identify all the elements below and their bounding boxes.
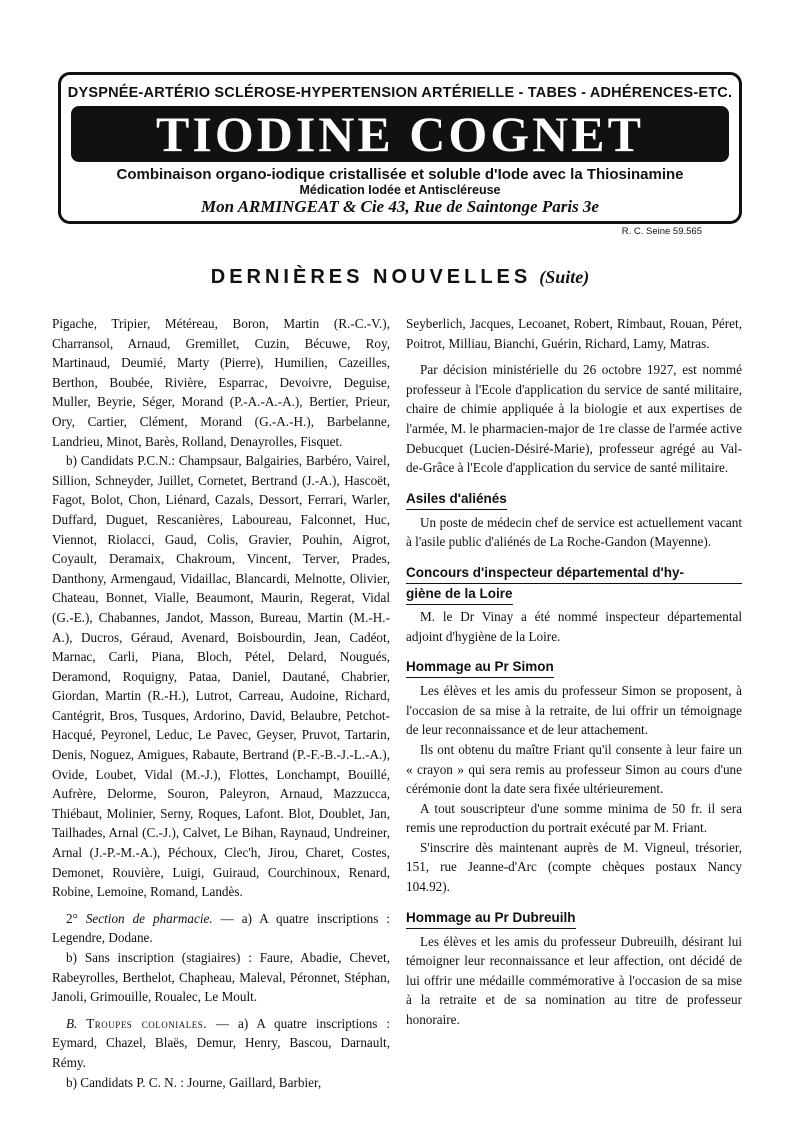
ad-indications: DYSPNÉE-ARTÉRIO SCLÉROSE-HYPERTENSION ARTÉRIELLE - TABES - ADHÉRENCES-ETC. (67, 85, 733, 101)
section-number: 2° (66, 910, 78, 926)
paragraph: S'inscrire dès maintenant auprès de M. Vigneul, trésorier, 151, rue Jeanne-d'Arc (compte chèques postaux Nancy 104.92). (406, 839, 742, 895)
ad-address: Mon ARMINGEAT & Cie 43, Rue de Saintonge Paris 3e (201, 197, 599, 216)
paragraph-text: — a) A quatre inscriptions : Eymard, Chazel, Blaës, Demur, Henry, Bascou, Darnault, Rémy. (52, 1015, 390, 1070)
paragraph: b) Sans inscription (stagiaires) : Faure, Abadie, Chevet, Rabeyrolles, Berthelot, Chapheau, Maleval, Péronnet, Stéphan, Janoli, Grimouille, Roualec, Le Moult. (52, 950, 390, 1005)
page-heading (0, 266, 800, 289)
section-heading: Concours d'inspecteur départemental d'hy- giène de la Loire (406, 563, 742, 605)
ad-brand-name: TIODINE COGNET (156, 106, 644, 162)
paragraph: Les élèves et les amis du professeur Dubreuilh, désirant lui témoigner leur reconnaissance et leur affection, ont décidé de lui offrir une médaille commémorative à l'occasion de sa mise à la retraite et de sa nomination au titre de professeur honoraire. (406, 933, 742, 1028)
paragraph: Pigache, Tripier, Météreau, Boron, Martin (R.-C.-V.), Charransol, Arnaud, Gremillet, Cuzin, Bécuwe, Roy, Martinaud, Deumié, Marty (Pierre), Humilien, Cazeilles, Berthon, Boubée, Rivière, Esparrac, Devoivre, Deguise, Muller, Beyrie, Séger, Morand (P.-A.-A.-A.), Bertier, Prieur, Ory, Cartier, Clément, Morand (G.-A.-H.), Barbelanne, Landrieu, Minot, Barès, Rolland, Denayrolles, Fisquet. (52, 316, 390, 449)
heading-title: DERNIÈRES NOUVELLES (210, 266, 532, 288)
section-title: Troupes coloniales. (86, 1015, 207, 1031)
section-heading: Hommage au Pr Dubreuilh (406, 908, 742, 929)
paragraph: Un poste de médecin chef de service est actuellement vacant à l'asile public d'aliénés de La Roche-Gandon (Mayenne). (406, 514, 742, 550)
paragraph: Ils ont obtenu du maître Friant qu'il consente à leur faire un « crayon » qui sera remis au professeur Simon au cours d'une cérémonie dont la date sera fixée ultérieurement. (406, 741, 742, 797)
ad-medication: Médication Iodée et Antiscléreuse (299, 183, 501, 197)
section-letter: B. (66, 1015, 78, 1031)
left-column (52, 314, 390, 1092)
registry-number: R. C. Seine 59.565 (621, 226, 702, 237)
paragraph: Les élèves et les amis du professeur Simon se proposent, à l'occasion de sa mise à la retraite, de lui offrir un témoignage de leur reconnaissance et de leur attachement. (406, 683, 742, 738)
right-column (406, 314, 742, 1030)
paragraph (52, 1014, 390, 1073)
section-heading: Asiles d'aliénés (406, 489, 742, 510)
paragraph: b) Candidats P.C.N.: Champsaur, Balgairies, Barbéro, Vairel, Sillion, Schneyder, Juillet, Cornetet, Bertrand (J.-A.), Hascoët, Fagot, Bolot, Chon, Liénard, Cazals, Dessort, Ferrari, Warler, Duffard, Duguet, Rescanières, Laboureau, Falconnet, Huc, Viennot, Riolacci, Gaud, Colis, Gravier, Pouhin, Aigrot, Coyault, Deramaix, Chakroum, Vincent, Terver, Prades, Danthony, Armengaud, Vidaillac, Blancardi, Melnotte, Olivier, Chateau, Bonnet, Vialle, Beaumont, Maurin, Regerat, Vidal (G.-E.), Chabannes, Jandot, Masson, Bureau, Martin (M.-H.-A.), Ducros, Géraud, Avenard, Boisbourdin, Jean, Cadéot, Marnac, Carli, Piana, Bloch, Pétel, Delard, Nougués, Deramond, Roquigny, Pataa, Daniel, Dautané, Chabrier, Giordan, Martin (R.-H.), Lutrot, Carreau, Audoine, Richard, Cantégrit, Bros, Tusques, Ardorino, David, Belaubre, Petchot-Hacqué, Peyronel, Leduc, Le Pavec, Geyser, Pruvot, Tartarin, Denis, Noguez, Amigues, Rabaute, Bertrand (P.-F.-B.-J.-L.-A.), Ovide, Loubet, Vidal (M.-J.), Flottes, Lonchampt, Bouillé, Aufrère, Delorme, Souron, Paleyron, Arnaud, Mazzucca, Thiébaut, Molinier, Serny, Roques, Lafont. Blot, Doublet, Jan, Tailhades, Arnal (C.-J.), Calvet, Le Bihan, Raynaud, Undreiner, Arnal (J.-P.-M.-A.), Péchoux, Clec'h, Jirou, Charet, Costes, Demonet, Rouvière, Luigi, Guiraud, Courchinoux, Renard, Robine, Lemoine, Romand, Landès. (52, 453, 390, 900)
paragraph: b) Candidats P. C. N. : Journe, Gaillard, Barbier, (66, 1074, 322, 1090)
section-heading: Hommage au Pr Simon (406, 657, 742, 678)
advertisement-box (58, 72, 742, 224)
ad-description: Combinaison organo-iodique cristallisée et soluble d'Iode avec la Thiosinamine (116, 166, 684, 183)
paragraph: M. le Dr Vinay a été nommé inspecteur départemental adjoint d'hygiène de la Loire. (406, 608, 742, 644)
paragraph: A tout souscripteur d'une somme minima de 50 fr. il sera remis une reproduction du portrait exécuté par M. Friant. (406, 800, 742, 836)
paragraph: Par décision ministérielle du 26 octobre 1927, est nommé professeur à l'Ecole d'application du service de santé militaire, chaire de chimie appliquée à la biologie et aux expertises de l'armée, M. le pharmacien-major de 1re classe de l'armée active Debucquet (Lucien-Désiré-Marie), professeur agrégé au Val-de-Grâce à l'Ecole d'application du service de santé militaire. (406, 362, 742, 476)
section-title: Section de pharmacie. (85, 910, 213, 926)
paragraph (52, 909, 390, 948)
heading-suite: (Suite) (539, 267, 590, 287)
ad-brand-banner (71, 106, 729, 162)
paragraph: Seyberlich, Jacques, Lecoanet, Robert, Rimbaut, Rouan, Péret, Poitrot, Milliau, Bianchi, Guérin, Richard, Lamy, Matras. (406, 316, 742, 351)
paragraph-text: — a) A quatre inscriptions : Legendre, Dodane. (52, 910, 391, 946)
